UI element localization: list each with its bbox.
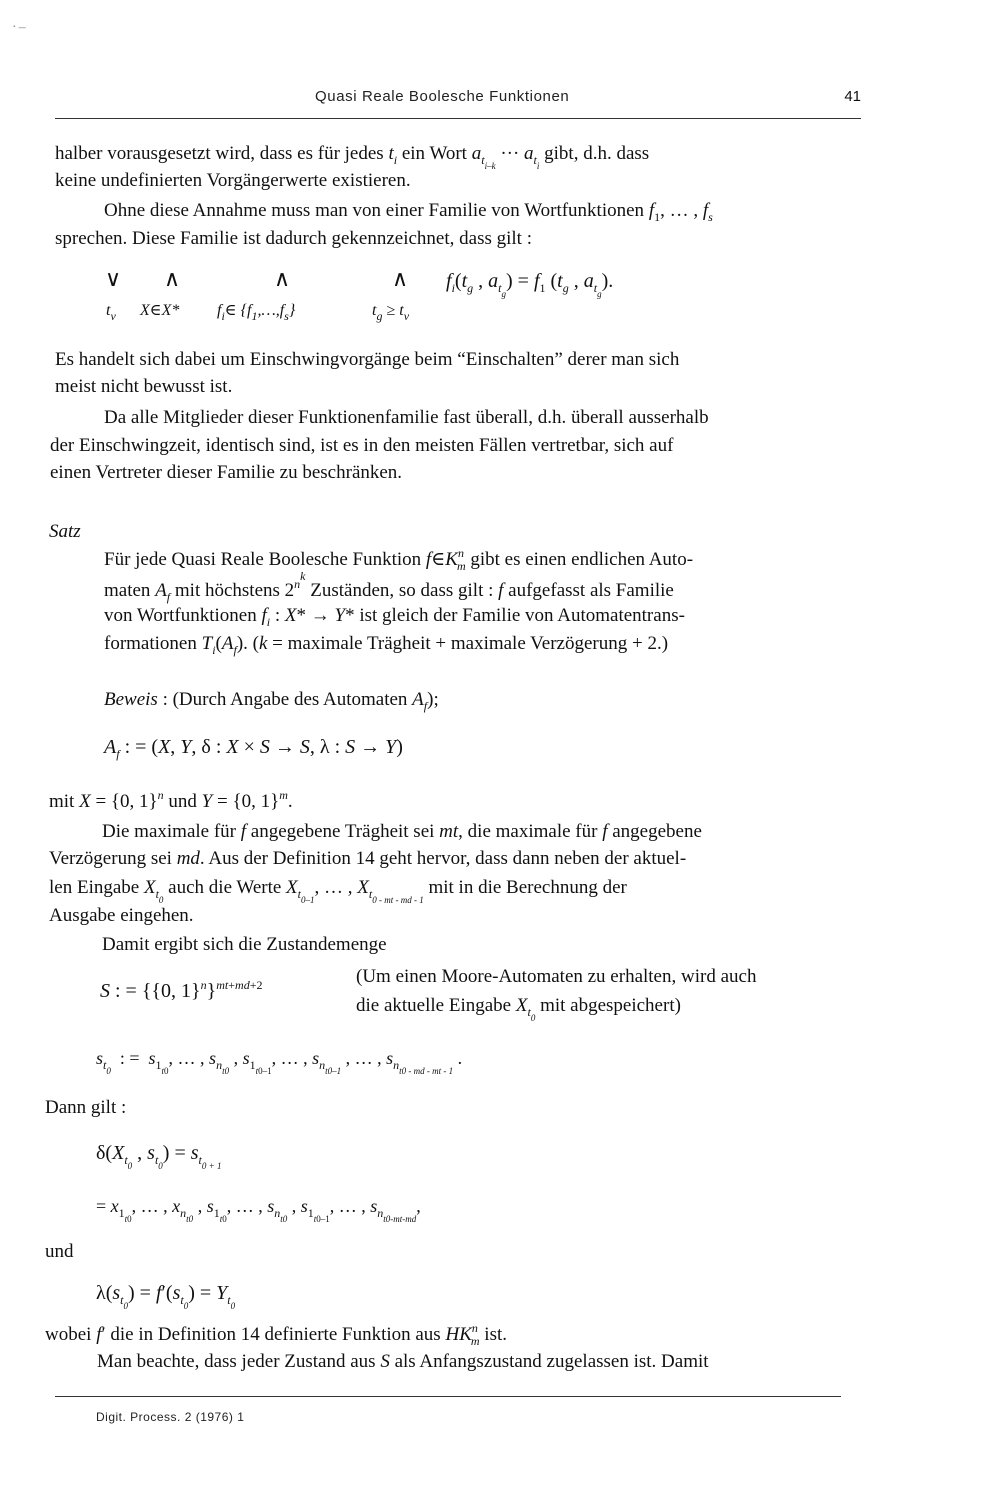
paragraph-line: der Einschwingzeit, identisch sind, ist es in den meisten Fällen vertretbar, sich auf xyxy=(50,435,674,456)
scan-mark: ·– xyxy=(12,20,28,35)
paragraph-line: Ohne diese Annahme muss man von einer Familie von Wortfunktionen $f_1$, … , $f_s$ xyxy=(104,200,713,224)
document-page: ·– Quasi Reale Boolesche Funktionen 41 halber vorausgesetzt wird, dass es für jedes $t_i$ ein Wort $a_{t_{i-k}}$ ··· $a_{t_i}$ gibt, d.h. dass keine undefinierten Vorgängerwerte existieren. Ohne diese Annahme muss man von einer Familie von Wortfunktionen $f_1$, … , $f_s$ sprechen. Diese Familie ist dadurch gekennzeichnet, dass gilt : ∨ ∧ ∧ ∧ $t_v$ X∈X* $f_i\in$ $\{f_1,\dots,f_s\}$ $t_g \ge t_v$ $f_i(t_g$ , $a_{t_g}) = f_1$ ($t_g$ , $a_{t_g}$). Es handelt sich dabei um Einschwingvorgänge beim “Einschalten” derer man sich meist nicht bewusst ist. Da alle Mitglieder dieser Funktionenfamilie fast überall, d.h. überall ausserhalb der Einschwingzeit, identisch sind, ist es in den meisten Fällen vertretbar, sich auf einen Vertreter dieser Familie zu beschränken. Satz Für jede Quasi Reale Boolesche Funktion $f\in K^n_m$ gibt es einen endlichen Auto- maten $A_f$ mit höchstens $2^{n^k}$ Zuständen, so dass gilt : f aufgefasst als Familie von Wortfunktionen $f_i$ : X* → Y* ist gleich der Familie von Automatentrans- formationen $T_i(A_f)$. (k = maximale Trägheit + maximale Verzögerung + 2.) Beweis : (Durch Angabe des Automaten $A_f$); $A_f$ : = (X, Y, δ : X × S → S, λ : S → Y) mit X = {0, 1}$^n$ und Y = {0, 1}$^m$. Die maximale für f angegebene Trägheit sei mt, die maximale für f angegebene Verzögerung sei md. Aus der Definition 14 geht hervor, dass dann neben der aktuel- len Eingabe $X_{t_0}$ auch die Werte $X_{t_{0-1}}$, … , $X_{t_{0 - mt - md - 1}}$ mit in die Berechnung der Ausgabe eingehen. Damit ergibt sich die Zustandemenge S : = {{0, 1}$^n$}$^{mt+md+2}$ (Um einen Moore-Automaten zu erhalten, wird auch die aktuelle Eingabe $X_{t_0}$ mit abgespeichert) $s_{t_0}$ : = $s_{1_{t0}}$, … , $s_{n_{t0}}$ , $s_{1_{t0-1}}$, … , $s_{n_{t0-1}}$ , … , $s_{n_{t0 - md - mt - 1}}$ . Dann gilt : $\delta(X_{t_0}$ , $s_{t_0}) = s_{t_{0 + 1}}$ = $x_{1_{t0}}$, … , $x_{n_{t0}}$ , $s_{1_{t0}}$, … , $s_{n_{t0}}$ , $s_{1_{t0-1}}$, … , $s_{n_{t0-mt-md}}$, und $\lambda(s_{t_0}) = f'(s_{t_0}) = Y_{t_0}$ wobei f′ die in Definition 14 definierte Funktion aus $HK^n_m$ ist. Man beachte, dass jeder Zustand aus S als Anfangszustand zugelassen ist. Damit Digit. Process. 2 (1976) 1 xyxy=(12,20,861,1424)
paragraph-line: sprechen. Diese Familie ist dadurch gekennzeichnet, dass gilt : xyxy=(55,228,532,249)
transition-formula: $\delta(X_{t_0}$ , $s_{t_0}) = s_{t_{0 + 1}}$ xyxy=(96,1142,222,1171)
paragraph-line: mit X = {0, 1}$^n$ und Y = {0, 1}$^m$. xyxy=(49,788,293,812)
paragraph-line: Es handelt sich dabei um Einschwingvorgänge beim “Einschalten” derer man sich xyxy=(55,349,680,370)
moore-note: die aktuelle Eingabe $X_{t_0}$ mit abgespeichert) xyxy=(356,995,681,1023)
theorem-heading: Satz xyxy=(49,521,81,542)
paragraph-line: Die maximale für f angegebene Trägheit sei mt, die maximale für f angegebene xyxy=(102,821,702,842)
header-rule xyxy=(55,118,861,119)
paragraph-line: und xyxy=(45,1241,74,1262)
running-title: Quasi Reale Boolesche Funktionen xyxy=(315,88,570,105)
page-header xyxy=(55,88,861,112)
moore-note: (Um einen Moore-Automaten zu erhalten, wird auch xyxy=(356,966,757,987)
page-number: 41 xyxy=(844,88,861,105)
paragraph-line: einen Vertreter dieser Familie zu beschränken. xyxy=(50,462,403,483)
paragraph-line: Dann gilt : xyxy=(45,1097,127,1118)
automaton-definition: $A_f$ : = (X, Y, δ : X × S → S, λ : S → Y) xyxy=(104,736,403,761)
state-formula: $s_{t_0}$ : = $s_{1_{t0}}$, … , $s_{n_{t0}}$ , $s_{1_{t0-1}}$, … , $s_{n_{t0-1}}$ , … , $s_{n_{t0 - md - mt - 1}}$ . xyxy=(96,1048,463,1076)
paragraph-line: len Eingabe $X_{t_0}$ auch die Werte $X_{t_{0-1}}$, … , $X_{t_{0 - mt - md - 1}}$ mit in die Berechnung der xyxy=(49,877,627,905)
paragraph-line: Da alle Mitglieder dieser Funktionenfamilie fast überall, d.h. überall ausserhalb xyxy=(104,407,709,428)
paragraph-line: Damit ergibt sich die Zustandemenge xyxy=(102,934,387,955)
output-formula: $\lambda(s_{t_0}) = f'(s_{t_0}) = Y_{t_0}$ xyxy=(96,1282,236,1311)
theorem-line: Für jede Quasi Reale Boolesche Funktion $f\in K^n_m$ gibt es einen endlichen Auto- xyxy=(104,546,694,573)
paragraph-line: Verzögerung sei md. Aus der Definition 14 geht hervor, dass dann neben der aktuel- xyxy=(49,848,687,869)
paragraph-line: Ausgabe eingehen. xyxy=(49,905,194,926)
paragraph-line: wobei f′ die in Definition 14 definierte Funktion aus $HK^n_m$ ist. xyxy=(45,1321,507,1348)
paragraph-line: meist nicht bewusst ist. xyxy=(55,376,233,397)
state-set-formula: S : = {{0, 1}$^n$}$^{mt+md+2}$ xyxy=(100,978,263,1002)
paragraph-line: halber vorausgesetzt wird, dass es für jedes $t_i$ ein Wort $a_{t_{i-k}}$ ··· $a_{t_i}$ gibt, d.h. dass xyxy=(55,143,650,171)
transition-formula-continued: = $x_{1_{t0}}$, … , $x_{n_{t0}}$ , $s_{1_{t0}}$, … , $s_{n_{t0}}$ , $s_{1_{t0-1}}$, … , $s_{n_{t0-mt-md}}$, xyxy=(96,1196,421,1224)
footer-rule xyxy=(55,1396,841,1397)
theorem-line: formationen $T_i(A_f)$. (k = maximale Trägheit + maximale Verzögerung + 2.) xyxy=(104,633,669,657)
paragraph-line: Man beachte, dass jeder Zustand aus S als Anfangszustand zugelassen ist. Damit xyxy=(97,1351,709,1372)
proof-line: Beweis : (Durch Angabe des Automaten $A_f$); xyxy=(104,689,439,713)
paragraph-line: keine undefinierten Vorgängerwerte existieren. xyxy=(55,170,411,191)
theorem-line: von Wortfunktionen $f_i$ : X* → Y* ist gleich der Familie von Automatentrans- xyxy=(104,605,685,629)
theorem-line: maten $A_f$ mit höchstens $2^{n^k}$ Zuständen, so dass gilt : f aufgefasst als Familie xyxy=(104,569,674,604)
footer-citation: Digit. Process. 2 (1976) 1 xyxy=(96,1410,245,1424)
